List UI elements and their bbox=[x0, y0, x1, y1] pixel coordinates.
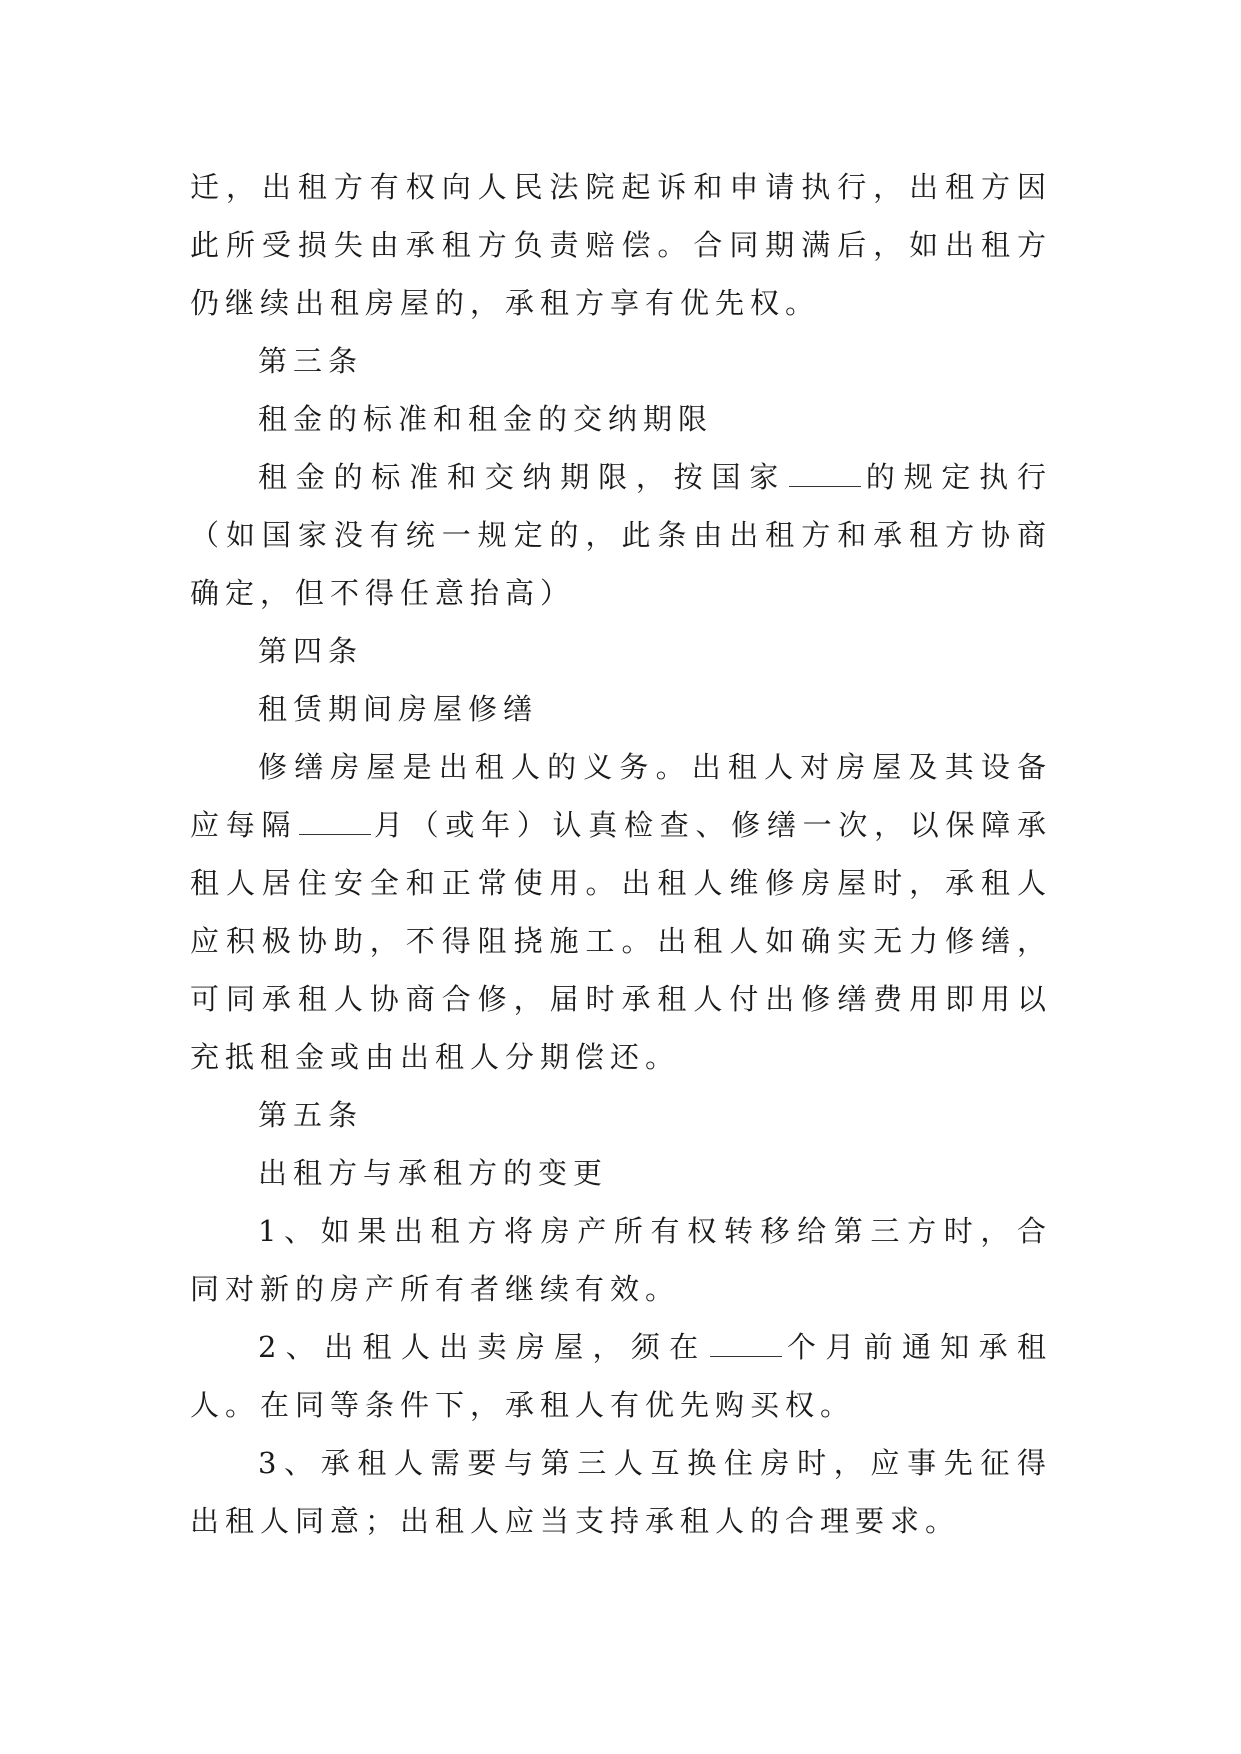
article-4-body-part-a: 修缮房屋是出租人的义务。出租人对房屋及其设备应每隔 bbox=[190, 750, 1052, 842]
article-5-item-2-part-a: 2、出租人出卖房屋，须在 bbox=[258, 1330, 708, 1364]
article-4-heading: 第四条 bbox=[258, 634, 364, 668]
article-4-body-part-b: 月（或年）认真检查、修缮一次，以保障承租人居住安全和正常使用。出租人维修房屋时，承租人应积极协助，不得阻挠施工。出租人如确实无力修缮，可同承租人协商合修，届时承租人付出修缮费用即用以充抵租金或由出租人分期偿还。 bbox=[190, 808, 1052, 1074]
article-3-body-part-b: 的规定执行（如国家没有统一规定的，此条由出租方和承租方协商确定，但不得任意抬高） bbox=[190, 460, 1052, 610]
article-4-title: 租赁期间房屋修缮 bbox=[258, 692, 539, 726]
article-3-body bbox=[190, 448, 1052, 622]
document-page bbox=[190, 158, 1052, 1550]
article-3-body-part-a: 租金的标准和交纳期限，按国家 bbox=[258, 460, 788, 494]
article-3-heading: 第三条 bbox=[258, 344, 364, 378]
article-5-item-2 bbox=[190, 1318, 1052, 1434]
article-3-title: 租金的标准和租金的交纳期限 bbox=[258, 402, 714, 436]
fill-in-blank bbox=[710, 1322, 782, 1357]
fill-in-blank bbox=[789, 452, 861, 487]
article-5-title: 出租方与承租方的变更 bbox=[258, 1156, 609, 1190]
article-4-body bbox=[190, 738, 1052, 1086]
article-5-item-1: 1、如果出租方将房产所有权转移给第三方时，合同对新的房产所有者继续有效。 bbox=[190, 1214, 1052, 1306]
article-5-item-3: 3、承租人需要与第三人互换住房时，应事先征得出租人同意；出租人应当支持承租人的合理要求。 bbox=[190, 1446, 1052, 1538]
article-5-heading: 第五条 bbox=[258, 1098, 364, 1132]
paragraph-continuation: 迁，出租方有权向人民法院起诉和申请执行，出租方因此所受损失由承租方负责赔偿。合同期满后，如出租方仍继续出租房屋的，承租方享有优先权。 bbox=[190, 170, 1052, 320]
article-5-item-2-part-b: 个月前通知承租人。在同等条件下，承租人有优先购买权。 bbox=[190, 1330, 1052, 1422]
fill-in-blank bbox=[299, 800, 371, 835]
